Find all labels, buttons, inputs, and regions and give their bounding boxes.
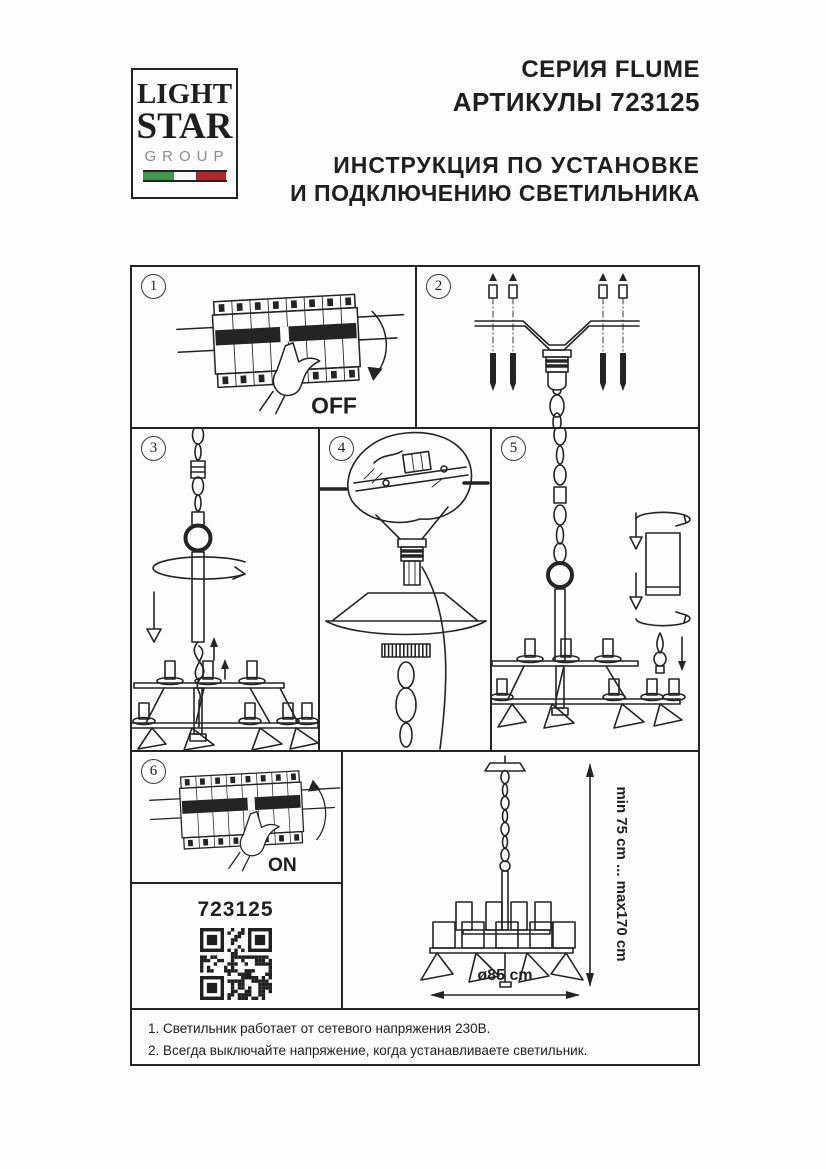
footer-notes — [130, 1008, 700, 1066]
frame-hanging-diagram — [130, 427, 318, 750]
flag-green-segment — [143, 172, 174, 180]
note-1: 1. Светильник работает от сетевого напряжения 230В. — [148, 1021, 491, 1036]
step-4-panel — [318, 427, 490, 750]
header-title-block — [290, 56, 700, 207]
dimensions-panel — [341, 750, 700, 1008]
step-3-panel — [130, 427, 318, 750]
wiring-closeup-diagram — [318, 427, 490, 750]
lightstar-logo — [131, 68, 238, 199]
logo-word-group: GROUP — [144, 148, 230, 165]
note-2: 2. Всегда выключайте напряжение, когда устанавливаете светильник. — [148, 1043, 588, 1058]
bracket-mounting-diagram — [415, 265, 700, 427]
step-2-number: 2 — [426, 274, 451, 299]
diameter-label: ø85 cm — [477, 967, 533, 984]
article-title: АРТИКУЛЫ 723125 — [452, 87, 700, 117]
chandelier-dimensions-diagram — [341, 750, 700, 1008]
flag-red-segment — [196, 172, 226, 180]
shade-bulb-install-diagram — [490, 427, 700, 750]
series-title: СЕРИЯ FLUME — [521, 56, 700, 83]
instruction-title-line2: И ПОДКЛЮЧЕНИЮ СВЕТИЛЬНИКА — [290, 180, 700, 206]
instruction-title-line1: ИНСТРУКЦИЯ ПО УСТАНОВКЕ — [333, 152, 700, 178]
logo-word-light: LIGHT — [136, 78, 233, 110]
step-5-number: 5 — [501, 436, 526, 461]
step-1-panel — [130, 265, 415, 427]
step-5-panel — [490, 427, 700, 750]
breaker-on-diagram — [144, 758, 352, 878]
step-4-number: 4 — [329, 436, 354, 461]
step-3-number: 3 — [141, 436, 166, 461]
logo-word-star: STAR — [136, 106, 233, 147]
step-6-number: 6 — [141, 759, 166, 784]
qr-code — [200, 928, 272, 1000]
breaker-off-diagram — [170, 279, 418, 422]
height-range-label: min 75 cm ... max170 cm — [613, 786, 630, 962]
step-6-panel — [130, 750, 341, 882]
article-qr-panel — [130, 882, 341, 1008]
flag-white-segment — [174, 172, 197, 180]
off-label: OFF — [311, 392, 357, 419]
step-2-panel — [415, 265, 700, 427]
on-label: ON — [268, 854, 297, 876]
italian-flag-bar — [143, 170, 227, 182]
step-1-number: 1 — [141, 274, 166, 299]
article-number: 723125 — [197, 898, 274, 921]
